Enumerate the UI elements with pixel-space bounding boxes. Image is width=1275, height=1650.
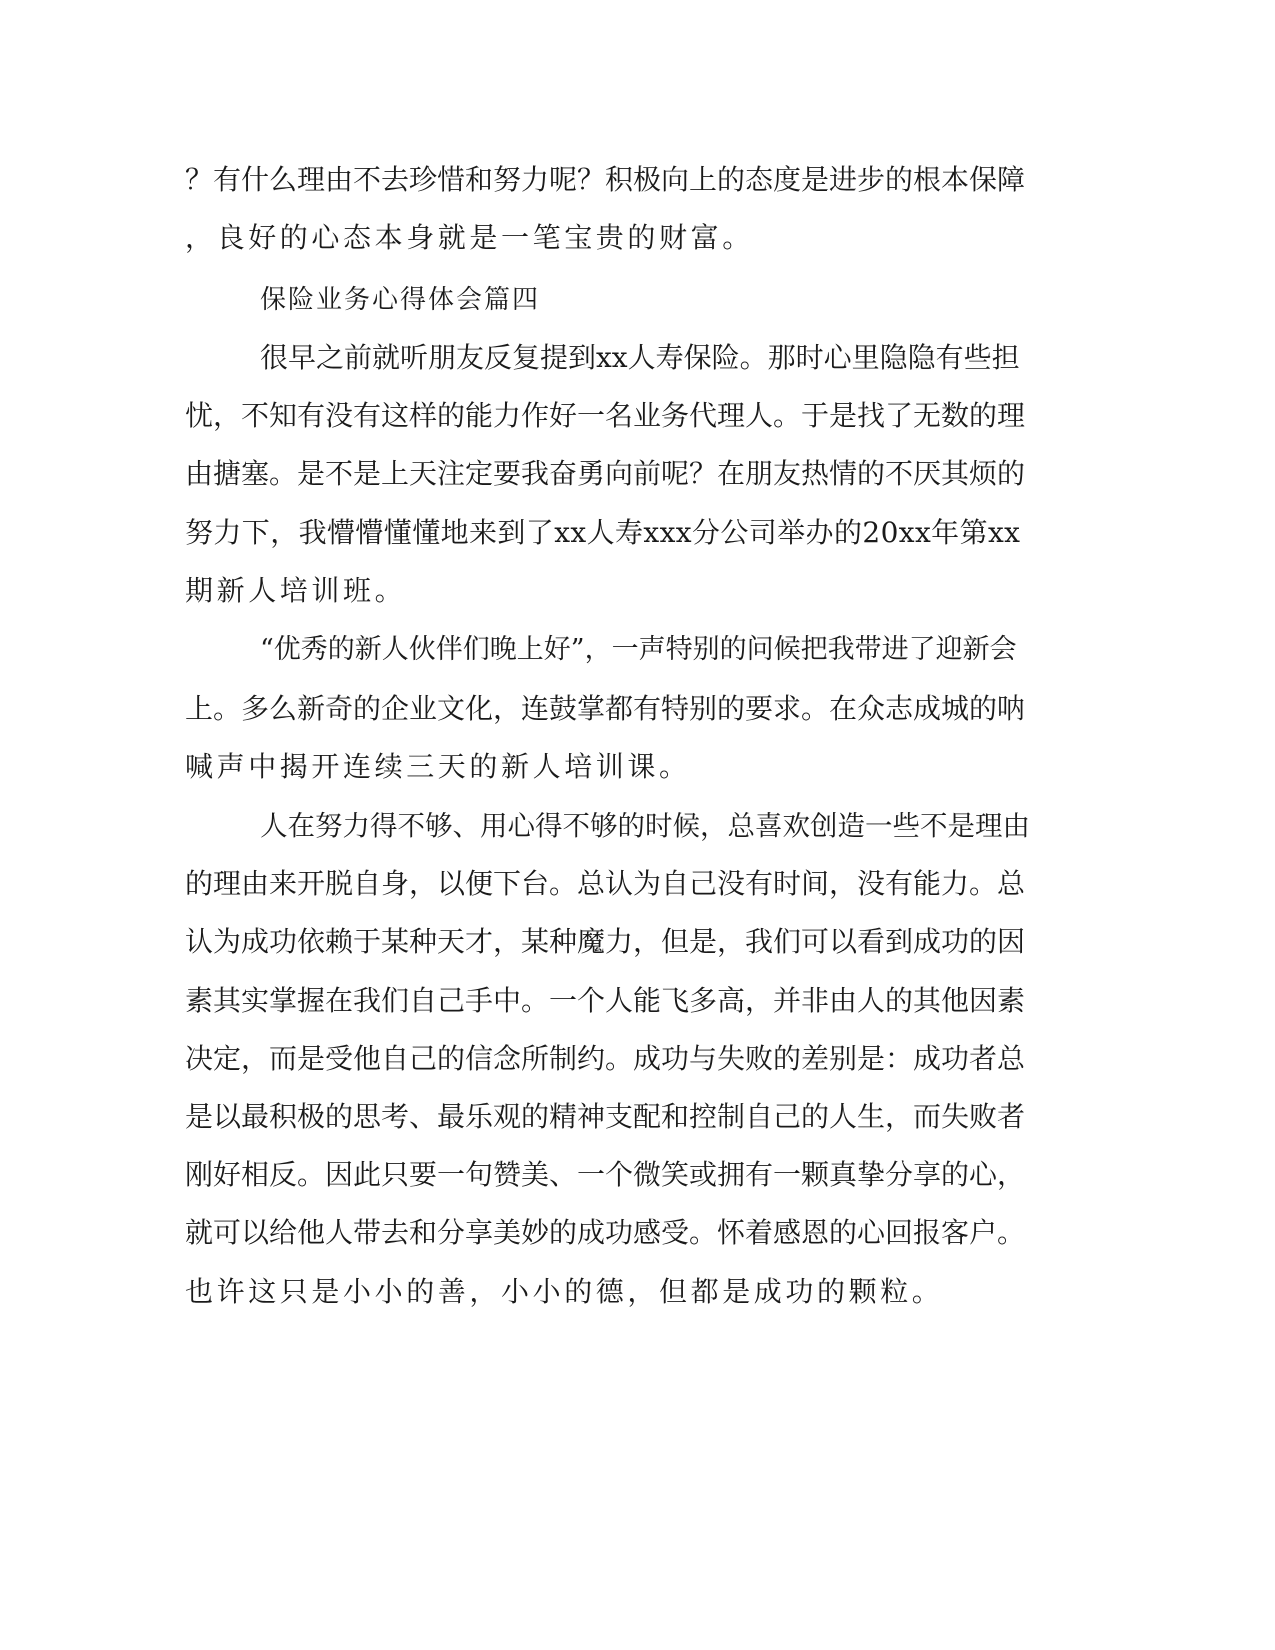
text-line: 人在努力得不够、用心得不够的时候，总喜欢创造一些不是理由 bbox=[260, 810, 1030, 842]
text-line: 上。多么新奇的企业文化，连鼓掌都有特别的要求。在众志成城的呐 bbox=[185, 692, 1026, 725]
text-line: 是以最积极的思考、最乐观的精神支配和控制自己的人生，而失败者 bbox=[185, 1100, 1026, 1133]
text-line: 刚好相反。因此只要一句赞美、一个微笑或拥有一颗真挚分享的心， bbox=[185, 1158, 1026, 1191]
text-line: 认为成功依赖于某种天才，某种魔力，但是，我们可以看到成功的因 bbox=[185, 925, 1026, 958]
text-line: 忧，不知有没有这样的能力作好一名业务代理人。于是找了无数的理 bbox=[185, 399, 1026, 432]
text-line: “优秀的新人伙伴们晚上好”，一声特别的问候把我带进了迎新会 bbox=[260, 634, 1017, 665]
section-heading: 保险业务心得体会篇四 bbox=[260, 285, 541, 315]
text-line: ？有什么理由不去珍惜和努力呢？积极向上的态度是进步的根本保障 bbox=[185, 163, 1026, 196]
text-line: 期新人培训班。 bbox=[185, 574, 407, 607]
text-line: 喊声中揭开连续三天的新人培训课。 bbox=[185, 750, 691, 783]
text-line: 努力下，我懵懵懂懂地来到了xx人寿xxx分公司举办的20xx年第xx bbox=[185, 516, 1021, 549]
text-line: 就可以给他人带去和分享美妙的成功感受。怀着感恩的心回报客户。 bbox=[185, 1216, 1026, 1249]
text-line: 也许这只是小小的善，小小的德，但都是成功的颗粒。 bbox=[185, 1275, 944, 1308]
text-line: 由搪塞。是不是上天注定要我奋勇向前呢？在朋友热情的不厌其烦的 bbox=[185, 457, 1026, 490]
text-line: 的理由来开脱自身，以便下台。总认为自己没有时间，没有能力。总 bbox=[185, 867, 1026, 900]
text-line: ，良好的心态本身就是一笔宝贵的财富。 bbox=[185, 221, 754, 254]
text-line: 很早之前就听朋友反复提到xx人寿保险。那时心里隐隐有些担 bbox=[260, 341, 1020, 374]
text-line: 决定，而是受他自己的信念所制约。成功与失败的差别是：成功者总 bbox=[185, 1042, 1026, 1075]
text-line: 素其实掌握在我们自己手中。一个人能飞多高，并非由人的其他因素 bbox=[185, 984, 1026, 1017]
